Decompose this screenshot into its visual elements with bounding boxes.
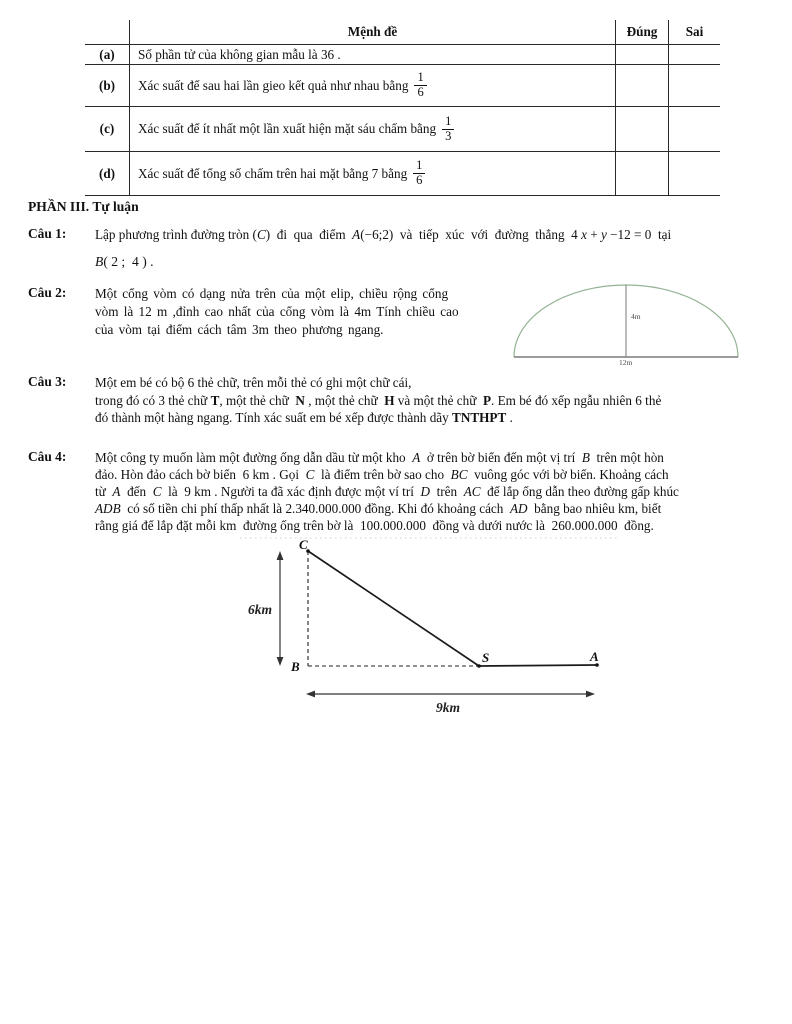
horizontal-dimension-label: 9km — [436, 700, 461, 715]
cau1-body — [95, 226, 771, 270]
arrow-right-icon — [586, 691, 595, 698]
arch-width-label: 12m — [619, 358, 633, 367]
cau3-line3: đó thành một hàng ngang. Tính xác suất em bé xếp được thành dãy TNTHPT . — [95, 410, 513, 425]
arrow-up-icon — [277, 551, 284, 560]
part3-heading: PHẦN III. Tự luận — [28, 199, 139, 214]
cau2-line1: Một cổng vòm có dạng nửa trên của một elip, chiều rộng cổng — [95, 286, 449, 301]
fraction-numerator: 1 — [414, 71, 426, 86]
arrow-down-icon — [277, 657, 284, 666]
dung-cell — [615, 65, 668, 107]
vertical-dimension-label: 6km — [248, 602, 273, 617]
header-sai: Sai — [668, 20, 720, 45]
header-menh-de: Mệnh đề — [129, 20, 615, 45]
row-letter: (c) — [85, 107, 129, 152]
header-letter-cell — [85, 20, 129, 45]
cau2-line3: của vòm tại điểm cách tâm 3m theo phương ngang. — [95, 322, 384, 337]
cau4-label: Câu 4: — [28, 449, 67, 464]
statement-text: Số phần tử của không gian mẫu là 36 . — [138, 46, 341, 62]
cau4-line2: đảo. Hòn đảo cách bờ biển 6 km . Gọi C là điểm trên bờ sao cho BC vuông góc với bờ biển. Khoảng cách — [95, 467, 669, 482]
dung-cell — [615, 152, 668, 196]
table-header-row — [85, 20, 720, 45]
point-s-label: S — [482, 650, 490, 665]
arrow-left-icon — [306, 691, 315, 698]
segment-sa — [479, 665, 597, 666]
cau4-body — [95, 449, 773, 534]
cau1-label: Câu 1: — [28, 226, 67, 241]
sai-cell — [668, 152, 720, 196]
row-letter: (d) — [85, 152, 129, 196]
cau4-line1: Một công ty muốn làm một đường ống dẫn dầu từ một kho A ở trên bờ biển đến một vị trí B trên một hòn — [95, 450, 664, 465]
statement-text: Xác suất để tổng số chấm trên hai mặt bằng 7 bằng — [138, 165, 408, 181]
cau4-line4: ADB có số tiền chi phí thấp nhất là 2.340.000.000 đồng. Khi đó khoảng cách AD bằng bao nhiêu km, biết — [95, 501, 662, 516]
cau4-line5: rằng giá để lắp đặt mỗi km đường ống trên bờ là 100.000.000 đồng và dưới nước là 260.000.000 đồng. — [95, 518, 654, 533]
point-s-dot — [477, 664, 481, 668]
ellipse-arch-figure — [508, 281, 742, 367]
sai-cell — [668, 65, 720, 107]
cau4-line3: từ A đến C là 9 km . Người ta đã xác định được một ví trí D trên AC để lắp ống dẫn theo đường gấp khúc — [95, 484, 679, 499]
cau2-body — [95, 285, 505, 339]
cau3-label: Câu 3: — [28, 374, 67, 389]
fraction-denominator: 6 — [417, 85, 424, 99]
table-row — [85, 152, 720, 196]
fraction-denominator: 3 — [445, 128, 452, 143]
row-letter: (b) — [85, 65, 129, 107]
row-letter: (a) — [85, 45, 129, 65]
row-statement — [129, 65, 615, 107]
fraction — [413, 159, 425, 188]
cau3-body — [95, 374, 773, 427]
header-dung: Đúng — [615, 20, 668, 45]
fraction — [414, 71, 426, 100]
statement-text: Xác suất để ít nhất một lần xuất hiện mặt sáu chấm bằng — [138, 121, 437, 136]
row-statement — [129, 152, 615, 196]
cau3-line1: Một em bé có bộ 6 thẻ chữ, trên mỗi thẻ có ghi một chữ cái, — [95, 375, 412, 390]
fraction-numerator: 1 — [442, 115, 454, 130]
dung-cell — [615, 45, 668, 65]
table-row — [85, 107, 720, 152]
point-b-label: B — [291, 659, 300, 674]
cau2-label: Câu 2: — [28, 285, 67, 300]
row-statement — [129, 45, 615, 65]
fraction — [442, 115, 454, 144]
sai-cell — [668, 45, 720, 65]
arch-height-label: 4m — [631, 312, 641, 321]
fraction-numerator: 1 — [413, 159, 425, 174]
point-a-label: A — [590, 649, 599, 664]
sai-cell — [668, 107, 720, 152]
statement-text: Xác suất để sau hai lần gieo kết quả như nhau bằng — [138, 77, 409, 93]
row-statement — [129, 107, 615, 152]
cau2-line2: vòm là 12 m ,đỉnh cao nhất của cổng vòm là 4m Tính chiều cao — [95, 304, 459, 319]
table-row — [85, 45, 720, 65]
fraction-denominator: 6 — [416, 173, 423, 187]
statement-table — [85, 20, 720, 196]
point-c-label: C — [299, 537, 308, 552]
pipeline-figure — [240, 536, 620, 718]
segment-cs — [308, 551, 479, 666]
dung-cell — [615, 107, 668, 152]
table-row — [85, 65, 720, 107]
cau1-line1: Lập phương trình đường tròn (C) đi qua điểm A(−6;2) và tiếp xúc với đường thẳng 4 x + y −12 = 0 tại — [95, 227, 672, 242]
cau3-line2: trong đó có 3 thẻ chữ T, một thẻ chữ N , một thẻ chữ H và một thẻ chữ P. Em bé đó xếp ngẫu nhiên 6 thẻ — [95, 392, 662, 408]
cau1-line2: B( 2 ; 4 ) . — [95, 254, 154, 269]
